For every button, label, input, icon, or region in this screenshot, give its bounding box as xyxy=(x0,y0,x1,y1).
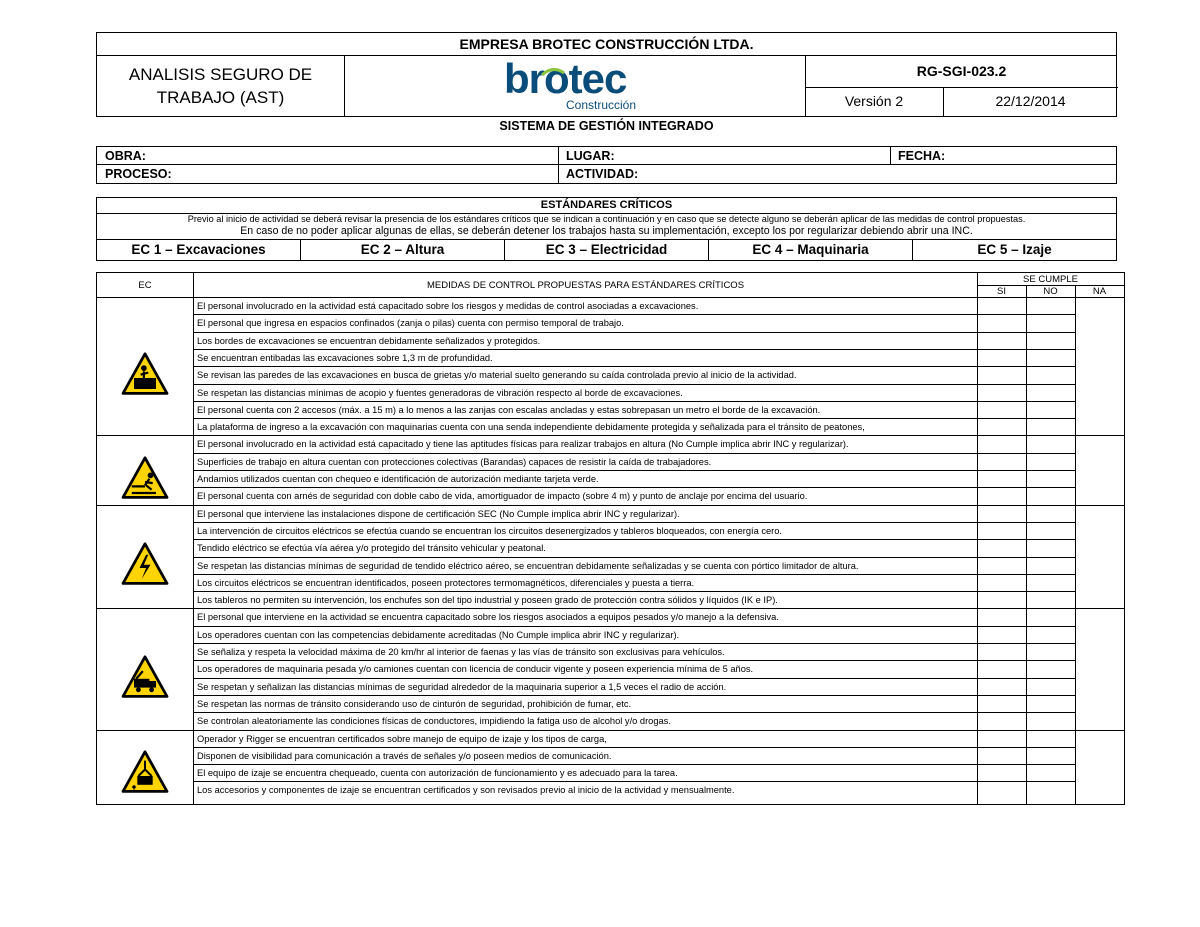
table-row: Disponen de visibilidad para comunicación a través de señales y/o poseen medios de comunicación. xyxy=(197,750,612,761)
checkbox-na[interactable] xyxy=(1075,731,1124,800)
checkbox-no[interactable] xyxy=(1026,731,1075,748)
table-row: La plataforma de ingreso a la excavación con maquinarias cuenta con una senda independiente debidamente protegida y señalizada para el tránsito de peatones, xyxy=(197,422,865,433)
table-row: Operador y Rigger se encuentran certificados sobre manejo de equipo de izaje y los tipos de carga, xyxy=(197,733,607,744)
col-no-header: NO xyxy=(1043,286,1058,297)
checkbox-no[interactable] xyxy=(1026,713,1075,730)
group-4-icon-cell xyxy=(97,609,193,730)
table-row: Tendido eléctrico se efectúa vía aérea y/o protegido del tránsito vehicular y peatonal. xyxy=(197,543,546,554)
checkbox-si[interactable] xyxy=(977,385,1026,402)
table-row: Se respetan y señalizan las distancias mínimas de seguridad alrededor de la maquinaria superior a 1,5 veces el radio de acción. xyxy=(197,681,727,692)
document-title xyxy=(97,55,345,116)
checkbox-no[interactable] xyxy=(1026,419,1075,436)
table-row: Andamios utilizados cuentan con chequeo e identificación de autorización mediante tarjeta verde. xyxy=(197,474,599,484)
ec-5-label: EC 5 – Izaje xyxy=(977,242,1052,257)
checkbox-no[interactable] xyxy=(1026,679,1075,696)
table-row: Los accesorios y componentes de izaje se encuentran certificados y son revisados previo al inicio de la actividad y mensualmente. xyxy=(197,785,735,796)
proceso-field[interactable]: PROCESO: xyxy=(105,167,172,181)
ec-4-label: EC 4 – Maquinaria xyxy=(709,240,913,261)
table-row: El personal que interviene las instalaciones dispone de certificación SEC (No Cumple implica abrir INC y regularizar). xyxy=(197,508,680,519)
checkbox-no[interactable] xyxy=(1026,609,1075,626)
checkbox-na[interactable] xyxy=(1075,436,1124,505)
excavation-warning-icon xyxy=(110,334,180,400)
checkbox-si[interactable] xyxy=(977,609,1026,626)
document-code: RG-SGI-023.2 xyxy=(805,55,1118,88)
checkbox-si[interactable] xyxy=(977,575,1026,592)
table-row: El personal que ingresa en espacios confinados (zanja o pilas) cuenta con permiso temporal de trabajo. xyxy=(197,318,624,329)
logo-subtitle: Construcción xyxy=(566,98,637,112)
checkbox-si[interactable] xyxy=(977,419,1026,436)
checkbox-si[interactable] xyxy=(977,454,1026,471)
checkbox-si[interactable] xyxy=(977,350,1026,367)
checkbox-no[interactable] xyxy=(1026,558,1075,575)
checkbox-na[interactable] xyxy=(1075,298,1124,436)
checkbox-si[interactable] xyxy=(977,506,1026,523)
table-row: Los circuitos eléctricos se encuentran identificados, poseen protectores termomagnéticos, diferenciales y puesta a tierra. xyxy=(197,577,695,588)
table-row: El personal que interviene en la actividad se encuentra capacitado sobre los riesgos asociados a equipos pesados y/o manejo a la defensiva. xyxy=(197,612,779,623)
lugar-field[interactable]: LUGAR: xyxy=(566,149,615,163)
obra-field[interactable]: OBRA: xyxy=(105,149,146,163)
system-title: SISTEMA DE GESTIÓN INTEGRADO xyxy=(499,119,714,133)
checkbox-si[interactable] xyxy=(977,592,1026,609)
checkbox-no[interactable] xyxy=(1026,782,1075,799)
checkbox-no[interactable] xyxy=(1026,367,1075,384)
checkbox-no[interactable] xyxy=(1026,748,1075,765)
checkbox-no[interactable] xyxy=(1026,575,1075,592)
document-date: 22/12/2014 xyxy=(995,93,1066,109)
group-1-icon-cell xyxy=(97,298,193,436)
critical-standards-text-2: En caso de no poder aplicar algunas de ellas, se deberán detener los trabajos hasta su implementación, excepto los por regularizar debiendo abrir una INC. xyxy=(240,225,973,237)
checkbox-no[interactable] xyxy=(1026,385,1075,402)
title-line-1: ANALISIS SEGURO DE xyxy=(128,64,313,84)
table-row: El equipo de izaje se encuentra chequeado, cuenta con autorización de funcionamiento y es adecuado para la tarea. xyxy=(197,768,678,779)
table-row: La intervención de circuitos eléctricos se efectúa cuando se encuentran los circuitos desenergizados y tableros bloqueados, con energía cero. xyxy=(197,525,783,536)
ec-1-label: EC 1 – Excavaciones xyxy=(97,240,301,261)
table-row: Los operadores cuentan con las competencias debidamente acreditadas (No Cumple implica abrir INC y regularizar). xyxy=(197,629,680,640)
table-row: Se respetan las distancias mínimas de seguridad de tendido eléctrico aéreo, se encuentran debidamente señalizadas y se cuenta con pórtico limitador de altura. xyxy=(197,560,859,571)
checkbox-si[interactable] xyxy=(977,696,1026,713)
critical-standards-block xyxy=(96,197,1117,261)
checkbox-si[interactable] xyxy=(977,748,1026,765)
logo-swoosh-icon xyxy=(540,67,566,77)
checkbox-no[interactable] xyxy=(1026,540,1075,557)
table-row: El personal involucrado en la actividad está capacitado y tiene las aptitudes físicas para realizar trabajos en altura (No Cumple implica abrir INC y regularizar). xyxy=(197,439,849,450)
electric-hazard-icon xyxy=(110,524,180,590)
suspended-load-icon xyxy=(110,732,180,798)
checkbox-no[interactable] xyxy=(1026,333,1075,350)
col-medidas-header: MEDIDAS DE CONTROL PROPUESTAS PARA ESTÁNDARES CRÍTICOS xyxy=(426,280,745,291)
checkbox-si[interactable] xyxy=(977,713,1026,730)
critical-standards-title: ESTÁNDARES CRÍTICOS xyxy=(97,198,1116,214)
ec-3-label: EC 3 – Electricidad xyxy=(505,240,709,261)
fecha-field[interactable]: FECHA: xyxy=(898,149,946,163)
checkbox-no[interactable] xyxy=(1026,592,1075,609)
checkbox-si[interactable] xyxy=(977,523,1026,540)
group-2-icon-cell xyxy=(97,436,193,505)
checkbox-si[interactable] xyxy=(977,644,1026,661)
actividad-field[interactable]: ACTIVIDAD: xyxy=(566,167,639,181)
checkbox-no[interactable] xyxy=(1026,506,1075,523)
table-row: Los tableros no permiten su intervención, los enchufes son del tipo industrial y poseen grado de protección contra sólidos y líquidos (IK e IP). xyxy=(197,595,778,606)
table-row: Se señaliza y respeta la velocidad máxima de 20 km/hr al interior de faenas y las vías de tránsito son exclusivas para vehículos. xyxy=(197,647,725,657)
logo-wordmark: brotec xyxy=(504,55,627,102)
table-row: El personal involucrado en la actividad está capacitado sobre los riesgos y medidas de control asociadas a excavaciones. xyxy=(197,301,699,311)
checkbox-si[interactable] xyxy=(977,627,1026,644)
table-row: Superficies de trabajo en altura cuentan con protecciones colectivas (Barandas) capaces de resistir la caída de trabajadores. xyxy=(197,456,712,467)
col-na-header: NA xyxy=(1092,286,1107,297)
title-line-2: TRABAJO (AST) xyxy=(156,87,285,107)
table-row: Se revisan las paredes de las excavaciones en busca de grietas y/o material suelto generando su caída controlada previo al inicio de la actividad. xyxy=(197,370,797,381)
checkbox-si[interactable] xyxy=(977,333,1026,350)
table-row: El personal cuenta con 2 accesos (máx. a 15 m) a lo menos a las zanjas con escalas ancladas y estas sobrepasan un metro el borde de la excavación. xyxy=(197,404,821,415)
checkbox-no[interactable] xyxy=(1026,315,1075,332)
checkbox-si[interactable] xyxy=(977,471,1026,488)
checkbox-no[interactable] xyxy=(1026,661,1075,678)
checkbox-no[interactable] xyxy=(1026,350,1075,367)
checkbox-na[interactable] xyxy=(1075,609,1124,730)
machinery-hazard-icon xyxy=(110,637,180,703)
table-row: Se encuentran entibadas las excavaciones sobre 1,3 m de profundidad. xyxy=(197,352,493,363)
fall-hazard-icon xyxy=(110,438,180,504)
checkbox-no[interactable] xyxy=(1026,523,1075,540)
table-row: Se controlan aleatoriamente las condiciones físicas de conductores, impidiendo la fatiga uso de alcohol y/o drogas. xyxy=(197,716,671,727)
checkbox-si[interactable] xyxy=(977,558,1026,575)
checkbox-si[interactable] xyxy=(977,661,1026,678)
work-info-block xyxy=(96,146,1117,184)
col-ec-header: EC xyxy=(138,280,152,291)
checkbox-si[interactable] xyxy=(977,782,1026,799)
table-row: Los operadores de maquinaria pesada y/o camiones cuentan con licencia de conducir vigente y poseen experiencia mínima de 5 años. xyxy=(197,664,754,675)
table-row: Se respetan las distancias mínimas de acopio y fuentes generadoras de vibración respecto al borde de excavaciones. xyxy=(197,387,683,398)
group-5-icon-cell xyxy=(97,731,193,800)
checkbox-no[interactable] xyxy=(1026,644,1075,661)
checkbox-si[interactable] xyxy=(977,436,1026,453)
critical-standards-list xyxy=(97,239,1116,261)
checkbox-si[interactable] xyxy=(977,765,1026,782)
col-si-header: SI xyxy=(997,286,1006,297)
checkbox-si[interactable] xyxy=(977,540,1026,557)
brotec-logo xyxy=(344,55,806,116)
critical-standards-text-1: Previo al inicio de actividad se deberá revisar la presencia de los estándares críticos que se indican a continuación y en caso que se detecte alguno se deberán aplicar de las medidas de control propuestas. xyxy=(187,214,1026,224)
table-row: Los bordes de excavaciones se encuentran debidamente señalizados y protegidos. xyxy=(197,335,541,346)
table-row: Se respetan las normas de tránsito considerando uso de cinturón de seguridad, prohibición de fumar, etc. xyxy=(197,698,632,709)
checkbox-no[interactable] xyxy=(1026,436,1075,453)
checkbox-si[interactable] xyxy=(977,298,1026,315)
ec-2-label: EC 2 – Altura xyxy=(301,240,505,261)
table-row: El personal cuenta con arnés de seguridad con doble cabo de vida, amortiguador de impacto (sobre 4 m) y punto de anclaje por encima del usuario. xyxy=(197,491,808,502)
checkbox-no[interactable] xyxy=(1026,298,1075,315)
col-cumple-header: SE CUMPLE xyxy=(1023,274,1078,285)
company-name: EMPRESA BROTEC CONSTRUCCIÓN LTDA. xyxy=(97,33,1116,56)
checkbox-si[interactable] xyxy=(977,679,1026,696)
group-3-icon-cell xyxy=(97,506,193,610)
checkbox-si[interactable] xyxy=(977,488,1026,505)
checkbox-no[interactable] xyxy=(1026,627,1075,644)
checkbox-na[interactable] xyxy=(1075,506,1124,610)
document-version: Versión 2 xyxy=(805,87,944,116)
checkbox-si[interactable] xyxy=(977,731,1026,748)
checkbox-no[interactable] xyxy=(1026,765,1075,782)
checkbox-no[interactable] xyxy=(1026,488,1075,505)
control-measures-table xyxy=(96,272,1125,805)
checkbox-si[interactable] xyxy=(977,367,1026,384)
checkbox-si[interactable] xyxy=(977,402,1026,419)
checkbox-no[interactable] xyxy=(1026,454,1075,471)
document-header xyxy=(96,32,1117,117)
checkbox-no[interactable] xyxy=(1026,402,1075,419)
checkbox-no[interactable] xyxy=(1026,696,1075,713)
checkbox-no[interactable] xyxy=(1026,471,1075,488)
checkbox-si[interactable] xyxy=(977,315,1026,332)
